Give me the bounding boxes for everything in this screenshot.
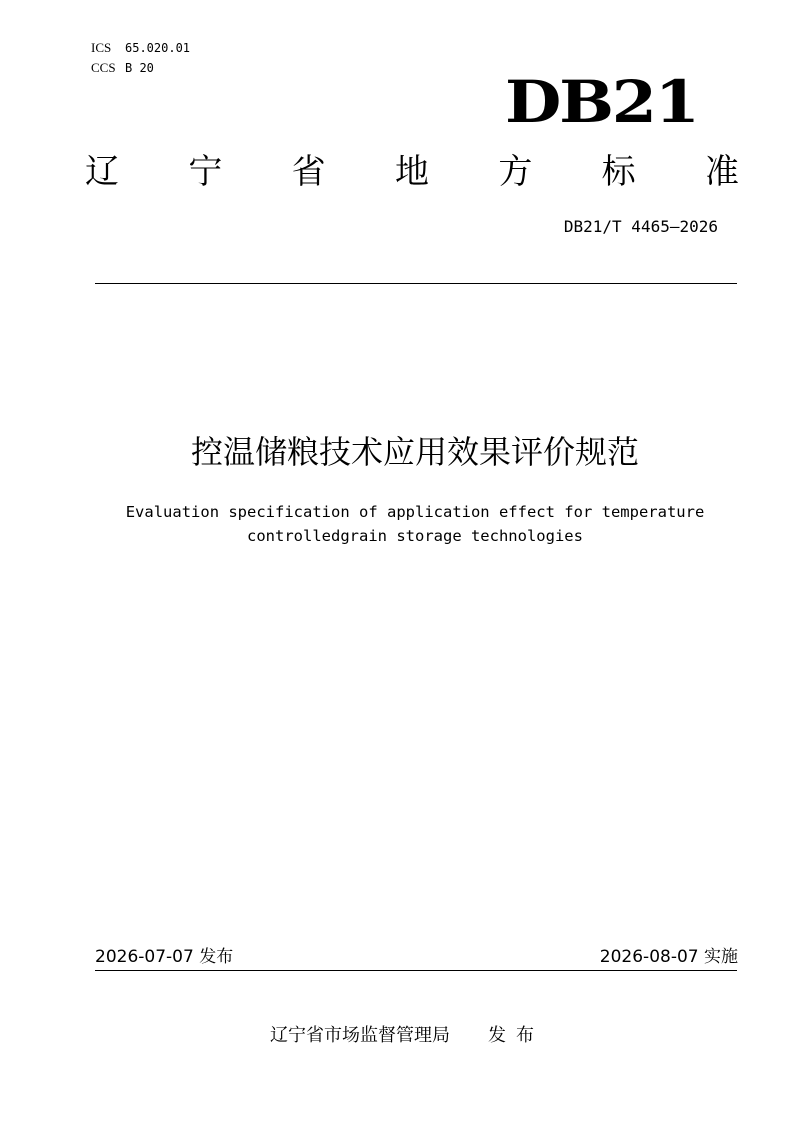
classification-block xyxy=(91,38,190,78)
standard-type-char: 辽 xyxy=(85,152,119,192)
implementation-date: 2026-08-07 实施 xyxy=(599,947,738,967)
standard-type-char: 省 xyxy=(291,152,326,192)
ccs-label: CCS xyxy=(91,60,116,75)
publisher-label: 发布 xyxy=(488,1025,544,1046)
standard-type-char: 地 xyxy=(394,152,429,192)
bottom-divider xyxy=(95,970,737,971)
issue-date: 2026-07-07 发布 xyxy=(95,947,234,967)
db21-logo: DB21 xyxy=(505,68,698,136)
ics-label: ICS xyxy=(91,40,112,55)
top-divider xyxy=(95,283,737,284)
standard-type-char: 宁 xyxy=(188,152,223,192)
title-english-line1: Evaluation specification of application effect for temperature xyxy=(125,503,705,521)
ccs-row xyxy=(91,58,190,78)
standard-type-char: 方 xyxy=(498,152,533,192)
standard-type-title xyxy=(82,150,742,194)
standard-code: DB21/T 4465—2026 xyxy=(563,217,718,236)
title-english xyxy=(0,500,794,548)
standard-type-char: 准 xyxy=(704,152,739,192)
ics-row xyxy=(91,38,190,58)
publisher-line xyxy=(270,1024,544,1048)
standard-type-char: 标 xyxy=(601,152,636,192)
ccs-value: B 20 xyxy=(125,61,154,75)
ics-value: 65.020.01 xyxy=(125,41,191,55)
title-chinese: 控温储粮技术应用效果评价规范 xyxy=(190,433,639,471)
title-english-line2: controlledgrain storage technologies xyxy=(247,527,583,545)
publisher-org: 辽宁省市场监督管理局 xyxy=(270,1025,450,1046)
